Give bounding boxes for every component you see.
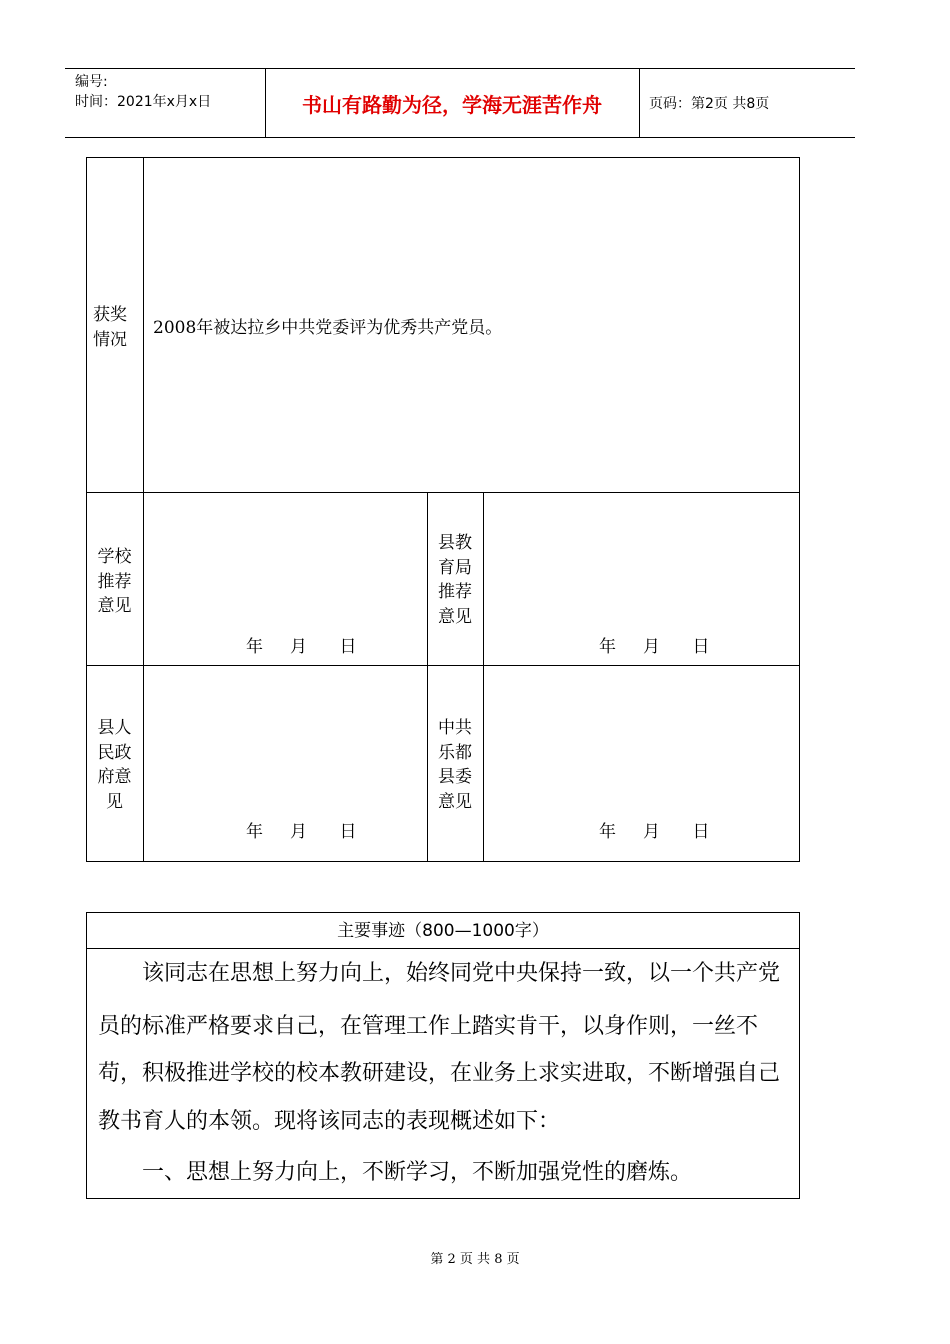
award-label: 获奖 情况 bbox=[93, 305, 127, 350]
deeds-paragraph-line: 一、思想上努力向上，不断学习，不断加强党性的磨炼。 bbox=[142, 1160, 693, 1185]
deeds-paragraph-line: 教书育人的本领。现将该同志的表现概述如下： bbox=[98, 1109, 561, 1134]
main-deeds-title: 主要事迹（800—1000字） bbox=[337, 921, 549, 941]
page-footer: 第 2 页 共 8 页 bbox=[430, 1252, 520, 1267]
header-page-info: 页码：第2页 共8页 bbox=[649, 96, 770, 112]
party-opinion-date: 年 月 日 bbox=[599, 822, 710, 842]
header-motto: 书山有路勤为径，学海无涯苦作舟 bbox=[302, 93, 602, 117]
table-divider bbox=[483, 492, 484, 862]
deeds-paragraph-line: 苟，积极推进学校的校本教研建设，在业务上求实进取，不断增强自己 bbox=[98, 1061, 781, 1086]
award-content: 2008年被达拉乡中共党委评为优秀共产党员。 bbox=[153, 318, 503, 338]
table-divider bbox=[86, 492, 800, 493]
bureau-opinion-date: 年 月 日 bbox=[599, 637, 710, 657]
bureau-opinion-label: 县教 育局 推荐 意见 bbox=[438, 533, 472, 627]
party-opinion-label: 中共 乐都 县委 意见 bbox=[438, 718, 472, 812]
header-meta bbox=[75, 72, 211, 112]
government-opinion-date: 年 月 日 bbox=[246, 822, 357, 842]
table-divider bbox=[86, 948, 800, 949]
government-opinion-label: 县人 民政 府意 见 bbox=[97, 718, 132, 812]
page-header bbox=[65, 68, 855, 138]
document-number-label: 编号: bbox=[75, 74, 108, 90]
document-time: 时间：2021年x月x日 bbox=[75, 94, 212, 110]
school-opinion-date: 年 月 日 bbox=[246, 637, 357, 657]
school-opinion-label: 学校 推荐 意见 bbox=[97, 547, 132, 616]
header-divider bbox=[639, 69, 640, 137]
deeds-paragraph-line: 该同志在思想上努力向上，始终同党中央保持一致，以一个共产党 bbox=[142, 961, 781, 986]
deeds-paragraph-line: 员的标准严格要求自己，在管理工作上踏实肯干，以身作则，一丝不 bbox=[98, 1014, 759, 1039]
table-divider bbox=[86, 665, 800, 666]
table-divider bbox=[143, 157, 144, 862]
